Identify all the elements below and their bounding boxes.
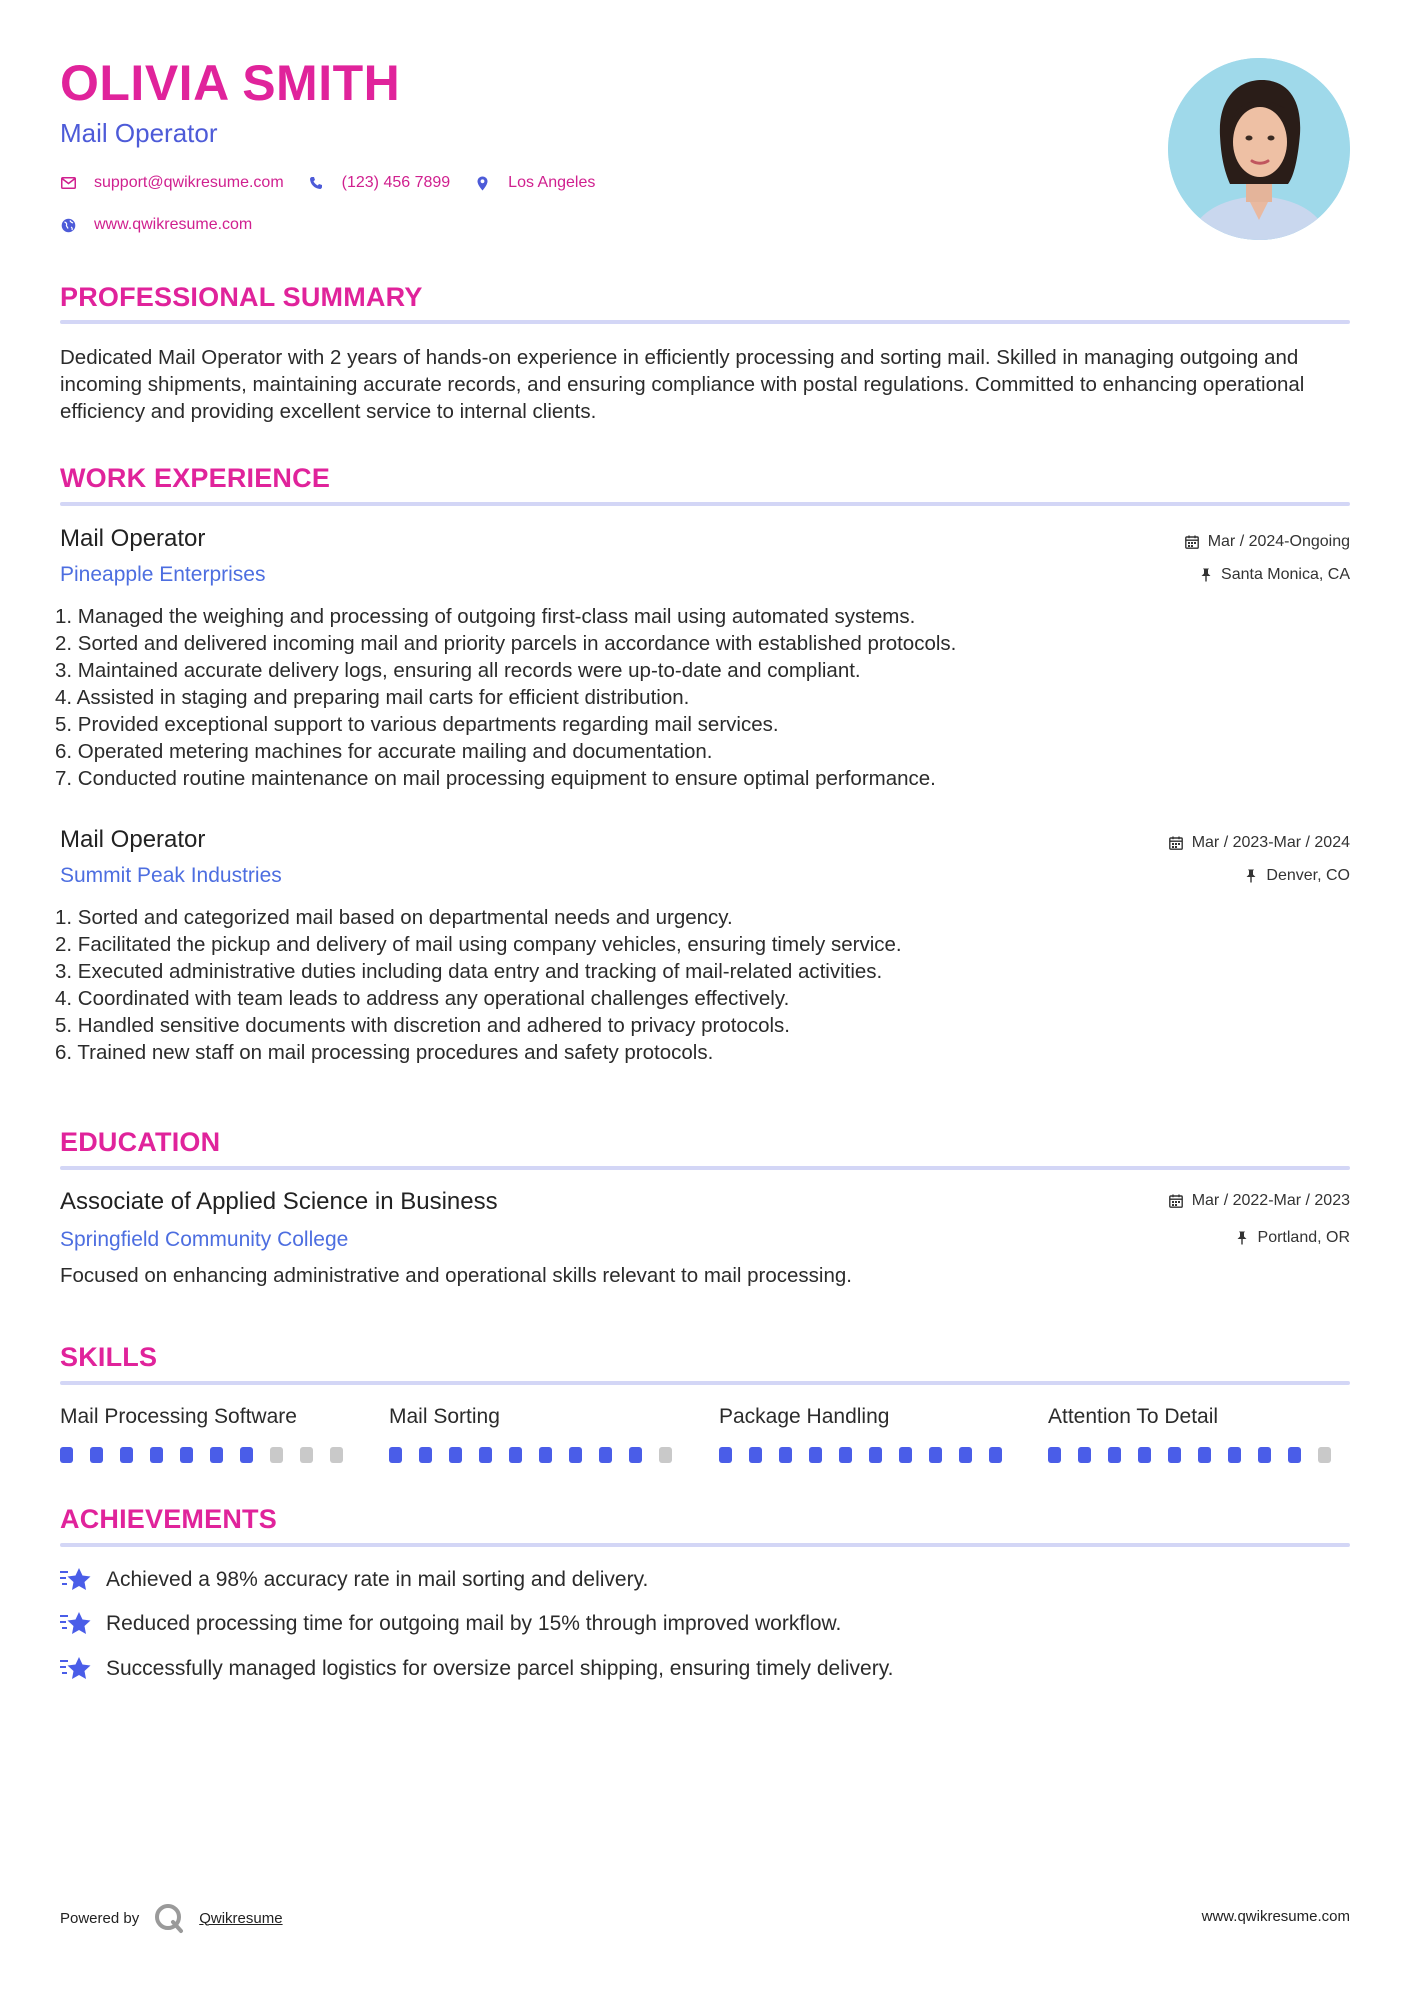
skills-heading: SKILLS — [60, 1342, 158, 1372]
skill-dot-filled — [1078, 1447, 1091, 1463]
section-divider — [60, 1381, 1350, 1385]
skill-dot-empty — [659, 1447, 672, 1463]
skill-dot-filled — [869, 1447, 882, 1463]
achievement-text: Achieved a 98% accuracy rate in mail sorting and delivery. — [106, 1568, 649, 1591]
pushpin-icon — [1235, 1231, 1250, 1246]
education-heading: EDUCATION — [60, 1127, 221, 1157]
envelope-icon — [60, 175, 76, 191]
skill-dot-filled — [240, 1447, 253, 1463]
skill-dot-filled — [839, 1447, 852, 1463]
dates-text: Mar / 2022-Mar / 2023 — [1191, 1192, 1350, 1209]
education-dates — [1169, 1193, 1350, 1209]
skill-dot-filled — [989, 1447, 1002, 1463]
skill-dot-empty — [300, 1447, 313, 1463]
skill-dot-filled — [959, 1447, 972, 1463]
powered-by-label: Powered by — [60, 1909, 140, 1927]
job-company: Summit Peak Industries — [60, 864, 282, 887]
skill-dot-filled — [210, 1447, 223, 1463]
skill-dot-filled — [539, 1447, 552, 1463]
pushpin-icon — [1198, 568, 1213, 583]
qwikresume-logo-icon — [153, 1902, 185, 1934]
list-item: 4. Assisted in staging and preparing mail carts for efficient distribution. — [55, 686, 690, 709]
calendar-icon — [1169, 836, 1184, 851]
skill-rating — [389, 1447, 689, 1463]
section-divider — [60, 1166, 1350, 1170]
education-description: Focused on enhancing administrative and operational skills relevant to mail processing. — [60, 1264, 852, 1287]
job-bullets — [55, 904, 1345, 1066]
contact-row — [60, 174, 619, 192]
degree-title: Associate of Applied Science in Business — [60, 1188, 498, 1215]
list-item: 1. Managed the weighing and processing of outgoing first-class mail using automated systems. — [55, 605, 916, 628]
star-icon — [60, 1655, 92, 1683]
footer-powered-by — [60, 1902, 283, 1934]
skill-dot-filled — [1258, 1447, 1271, 1463]
skill-dot-empty — [1318, 1447, 1331, 1463]
location-text: Portland, OR — [1257, 1229, 1350, 1246]
skill-dot-filled — [779, 1447, 792, 1463]
job-dates — [1169, 835, 1350, 851]
footer-website[interactable]: www.qwikresume.com — [1201, 1908, 1350, 1925]
skill-dot-filled — [150, 1447, 163, 1463]
skill-dot-filled — [569, 1447, 582, 1463]
contact-phone[interactable] — [308, 174, 451, 192]
candidate-name: OLIVIA SMITH — [60, 55, 401, 111]
skill-dot-filled — [120, 1447, 133, 1463]
skill-rating — [60, 1447, 360, 1463]
list-item: 6. Trained new staff on mail processing procedures and safety protocols. — [55, 1041, 714, 1064]
job-bullets — [55, 603, 1345, 792]
section-divider — [60, 1543, 1350, 1547]
location-text: Los Angeles — [508, 174, 596, 191]
skill-dot-filled — [809, 1447, 822, 1463]
website-text: www.qwikresume.com — [94, 216, 253, 233]
profile-photo — [1168, 58, 1350, 240]
skill-dot-filled — [1108, 1447, 1121, 1463]
skill-dot-filled — [1048, 1447, 1061, 1463]
achievement-item — [60, 1566, 648, 1594]
skill-dot-empty — [270, 1447, 283, 1463]
summary-text: Dedicated Mail Operator with 2 years of hands-on experience in efficiently processing and sorting mail. Skilled in managing outgoing and incoming shipments, maintaining accurate records, and ensuring compliance with postal regulations. Committed to enhancing operational efficiency and providing excellent service to internal clients. — [60, 346, 1305, 423]
list-item: 1. Sorted and categorized mail based on departmental needs and urgency. — [55, 906, 733, 929]
skill-dot-filled — [1138, 1447, 1151, 1463]
skill-dot-filled — [719, 1447, 732, 1463]
skill-item — [1048, 1406, 1348, 1463]
star-icon — [60, 1566, 92, 1594]
job-title: Mail Operator — [60, 826, 206, 853]
section-divider — [60, 320, 1350, 324]
skill-dot-filled — [1198, 1447, 1211, 1463]
skill-dot-filled — [389, 1447, 402, 1463]
list-item: 2. Sorted and delivered incoming mail and priority parcels in accordance with established protocols. — [55, 632, 957, 655]
experience-heading: WORK EXPERIENCE — [60, 463, 331, 493]
skill-dot-filled — [899, 1447, 912, 1463]
skill-dot-empty — [330, 1447, 343, 1463]
job-title: Mail Operator — [60, 525, 206, 552]
list-item: 7. Conducted routine maintenance on mail processing equipment to ensure optimal performance. — [55, 767, 936, 790]
calendar-icon — [1185, 535, 1200, 550]
map-pin-icon — [474, 175, 490, 191]
list-item: 5. Handled sensitive documents with discretion and adhered to privacy protocols. — [55, 1014, 790, 1037]
skill-dot-filled — [629, 1447, 642, 1463]
contact-email[interactable] — [60, 174, 284, 192]
list-item: 4. Coordinated with team leads to address any operational challenges effectively. — [55, 987, 790, 1010]
skill-name: Mail Sorting — [389, 1405, 500, 1428]
contact-website[interactable] — [60, 216, 252, 234]
skill-dot-filled — [929, 1447, 942, 1463]
achievement-text: Reduced processing time for outgoing mail by 15% through improved workflow. — [106, 1612, 842, 1635]
achievement-text: Successfully managed logistics for oversize parcel shipping, ensuring timely delivery. — [106, 1657, 894, 1680]
skill-name: Package Handling — [719, 1405, 890, 1428]
skill-rating — [719, 1447, 1019, 1463]
achievement-item — [60, 1610, 841, 1638]
candidate-role: Mail Operator — [60, 118, 218, 148]
job-location — [1198, 567, 1350, 583]
skill-name: Attention To Detail — [1048, 1405, 1219, 1428]
skill-rating — [1048, 1447, 1348, 1463]
pushpin-icon — [1243, 869, 1258, 884]
skill-item — [60, 1406, 360, 1463]
skill-dot-filled — [1168, 1447, 1181, 1463]
list-item: 3. Executed administrative duties including data entry and tracking of mail-related activities. — [55, 960, 883, 983]
dates-text: Mar / 2023-Mar / 2024 — [1191, 834, 1350, 851]
list-item: 5. Provided exceptional support to various departments regarding mail services. — [55, 713, 779, 736]
phone-text: (123) 456 7899 — [341, 174, 451, 191]
skill-dot-filled — [180, 1447, 193, 1463]
skill-dot-filled — [449, 1447, 462, 1463]
star-icon — [60, 1610, 92, 1638]
contact-row-website — [60, 216, 276, 234]
school-name: Springfield Community College — [60, 1228, 349, 1251]
phone-icon — [308, 175, 324, 191]
email-text: support@qwikresume.com — [94, 174, 284, 191]
dates-text: Mar / 2024-Ongoing — [1207, 533, 1350, 550]
skill-dot-filled — [509, 1447, 522, 1463]
skill-dot-filled — [749, 1447, 762, 1463]
skill-name: Mail Processing Software — [60, 1405, 297, 1428]
summary-heading: PROFESSIONAL SUMMARY — [60, 282, 423, 312]
contact-location — [474, 174, 595, 192]
job-dates — [1185, 534, 1350, 550]
skill-dot-filled — [1228, 1447, 1241, 1463]
list-item: 3. Maintained accurate delivery logs, ensuring all records were up-to-date and compliant. — [55, 659, 861, 682]
achievement-item — [60, 1655, 893, 1683]
list-item: 6. Operated metering machines for accurate mailing and documentation. — [55, 740, 713, 763]
job-company: Pineapple Enterprises — [60, 563, 266, 586]
job-location — [1243, 868, 1350, 884]
skill-item — [389, 1406, 689, 1463]
achievements-heading: ACHIEVEMENTS — [60, 1504, 277, 1534]
skill-dot-filled — [479, 1447, 492, 1463]
section-divider — [60, 502, 1350, 506]
brand-link[interactable]: Qwikresume — [199, 1909, 283, 1927]
calendar-icon — [1169, 1194, 1184, 1209]
skill-dot-filled — [599, 1447, 612, 1463]
skill-dot-filled — [90, 1447, 103, 1463]
skill-dot-filled — [60, 1447, 73, 1463]
skill-dot-filled — [419, 1447, 432, 1463]
list-item: 2. Facilitated the pickup and delivery of mail using company vehicles, ensuring timely service. — [55, 933, 902, 956]
location-text: Denver, CO — [1266, 867, 1350, 884]
globe-icon — [60, 217, 76, 233]
location-text: Santa Monica, CA — [1221, 566, 1350, 583]
education-location — [1235, 1230, 1350, 1246]
skill-item — [719, 1406, 1019, 1463]
skill-dot-filled — [1288, 1447, 1301, 1463]
